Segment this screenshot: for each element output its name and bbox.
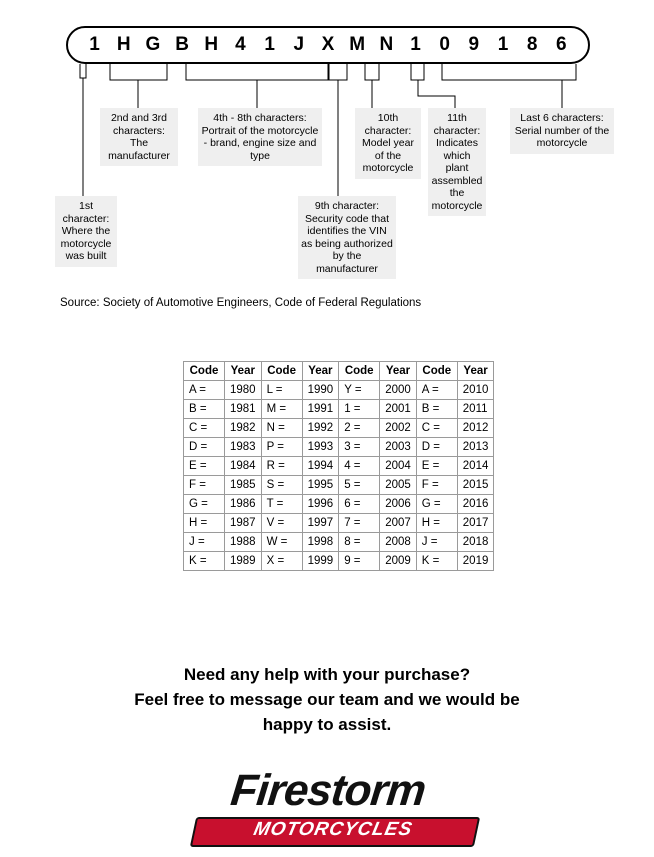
vin-char: H [204, 34, 219, 55]
year-cell: 1994 [302, 457, 339, 476]
callout-last-six-characters-text: Last 6 characters: Serial number of the motorcycle [514, 112, 610, 149]
vin-char: N [379, 34, 394, 55]
code-cell: P = [261, 438, 302, 457]
year-cell: 1985 [225, 476, 262, 495]
year-cell: 2010 [457, 381, 494, 400]
firestorm-logo-wordmark: Firestorm [228, 766, 428, 815]
year-cell: 1997 [302, 514, 339, 533]
year-cell: 2016 [457, 495, 494, 514]
code-cell: K = [184, 552, 225, 571]
year-cell: 2009 [380, 552, 417, 571]
table-row [184, 476, 494, 495]
code-cell: D = [184, 438, 225, 457]
code-cell: C = [184, 419, 225, 438]
year-cell: 2004 [380, 457, 417, 476]
vin-diagram [0, 0, 654, 309]
vin-char: 1 [264, 34, 275, 55]
code-cell: K = [416, 552, 457, 571]
column-header: Code [416, 362, 457, 381]
year-cell: 2008 [380, 533, 417, 552]
callout-ninth-character [298, 196, 396, 279]
code-cell: J = [184, 533, 225, 552]
code-cell: H = [184, 514, 225, 533]
year-cell: 2003 [380, 438, 417, 457]
year-cell: 1984 [225, 457, 262, 476]
vin-char: 1 [410, 34, 421, 55]
code-cell: X = [261, 552, 302, 571]
year-cell: 1990 [302, 381, 339, 400]
column-header: Code [339, 362, 380, 381]
vin-char: 0 [439, 34, 450, 55]
column-header: Year [302, 362, 339, 381]
code-cell: 5 = [339, 476, 380, 495]
year-code-table-wrapper [183, 361, 494, 571]
code-cell: T = [261, 495, 302, 514]
year-code-table-head [184, 362, 494, 381]
year-cell: 2011 [457, 400, 494, 419]
callout-eleventh-character [428, 108, 486, 216]
code-cell: H = [416, 514, 457, 533]
year-cell: 1987 [225, 514, 262, 533]
code-cell: 3 = [339, 438, 380, 457]
code-cell: 7 = [339, 514, 380, 533]
code-cell: 8 = [339, 533, 380, 552]
year-code-table-body [184, 381, 494, 571]
year-cell: 2012 [457, 419, 494, 438]
code-cell: A = [416, 381, 457, 400]
code-cell: L = [261, 381, 302, 400]
vin-char: 1 [497, 34, 509, 55]
year-cell: 1991 [302, 400, 339, 419]
table-row [184, 514, 494, 533]
table-row [184, 400, 494, 419]
year-cell: 1995 [302, 476, 339, 495]
code-cell: N = [261, 419, 302, 438]
code-cell: W = [261, 533, 302, 552]
year-cell: 2007 [380, 514, 417, 533]
code-cell: 1 = [339, 400, 380, 419]
help-message-line-1: Need any help with your purchase? [183, 665, 471, 684]
table-row [184, 552, 494, 571]
code-cell: E = [184, 457, 225, 476]
year-cell: 1982 [225, 419, 262, 438]
year-cell: 2005 [380, 476, 417, 495]
code-cell: F = [184, 476, 225, 495]
table-row [184, 495, 494, 514]
vin-char: G [145, 34, 161, 55]
source-note: Source: Society of Automotive Engineers, Code of Federal Regulations [60, 297, 422, 309]
vin-char: 9 [468, 34, 480, 55]
year-cell: 1996 [302, 495, 339, 514]
callout-tenth-character-text: 10th character: Model year of the motorcycle [362, 112, 414, 174]
vin-char: M [349, 34, 366, 55]
year-cell: 1998 [302, 533, 339, 552]
code-cell: A = [184, 381, 225, 400]
code-cell: S = [261, 476, 302, 495]
year-cell: 2015 [457, 476, 494, 495]
table-row [184, 457, 494, 476]
year-cell: 2006 [380, 495, 417, 514]
help-message [0, 662, 654, 737]
year-cell: 1981 [225, 400, 262, 419]
code-cell: 2 = [339, 419, 380, 438]
callout-first-character-text: 1st character: Where the motorcycle was built [60, 200, 112, 262]
vin-char: J [293, 34, 305, 55]
vin-char: 8 [526, 34, 538, 55]
code-cell: Y = [339, 381, 380, 400]
callout-ninth-character-text: 9th character: Security code that identifies the VIN as being authorized by the manufacturer [301, 200, 393, 275]
column-header: Code [261, 362, 302, 381]
callout-second-third-characters [100, 108, 178, 166]
code-cell: M = [261, 400, 302, 419]
code-cell: 9 = [339, 552, 380, 571]
code-cell: D = [416, 438, 457, 457]
help-message-line-3: happy to assist. [262, 715, 392, 734]
year-cell: 2019 [457, 552, 494, 571]
firestorm-logo [163, 763, 493, 847]
table-row [184, 438, 494, 457]
table-row [184, 381, 494, 400]
year-cell: 2018 [457, 533, 494, 552]
code-cell: F = [416, 476, 457, 495]
code-cell: C = [416, 419, 457, 438]
callout-fourth-eighth-characters [198, 108, 322, 166]
year-cell: 1989 [225, 552, 262, 571]
year-code-table [183, 361, 494, 571]
column-header: Year [457, 362, 494, 381]
code-cell: 6 = [339, 495, 380, 514]
firestorm-logo-subtitle: MOTORCYCLES [251, 819, 415, 840]
callout-tenth-character [355, 108, 421, 179]
callout-eleventh-character-text: 11th character: Indicates which plant assembled the motorcycle [431, 112, 483, 212]
code-cell: G = [184, 495, 225, 514]
year-cell: 2000 [380, 381, 417, 400]
code-cell: 4 = [339, 457, 380, 476]
code-cell: B = [416, 400, 457, 419]
column-header: Year [225, 362, 262, 381]
vin-char: H [116, 34, 131, 55]
year-cell: 1999 [302, 552, 339, 571]
vin-char: 6 [556, 34, 567, 55]
callout-fourth-eighth-characters-text: 4th - 8th characters: Portrait of the motorcycle - brand, engine size and type [201, 112, 319, 162]
code-cell: E = [416, 457, 457, 476]
code-cell: V = [261, 514, 302, 533]
code-cell: B = [184, 400, 225, 419]
year-cell: 2002 [380, 419, 417, 438]
year-cell: 1988 [225, 533, 262, 552]
code-cell: G = [416, 495, 457, 514]
column-header: Code [184, 362, 225, 381]
year-cell: 2014 [457, 457, 494, 476]
year-cell: 2001 [380, 400, 417, 419]
year-cell: 1980 [225, 381, 262, 400]
year-cell: 1986 [225, 495, 262, 514]
vin-char: 4 [235, 34, 246, 55]
code-cell: J = [416, 533, 457, 552]
table-row [184, 533, 494, 552]
year-cell: 1983 [225, 438, 262, 457]
year-cell: 2013 [457, 438, 494, 457]
callout-second-third-characters-text: 2nd and 3rd characters: The manufacturer [108, 112, 170, 162]
table-row [184, 419, 494, 438]
vin-char: 1 [89, 34, 100, 55]
help-message-line-2: Feel free to message our team and we would be [134, 690, 520, 709]
callout-last-six-characters [510, 108, 614, 154]
year-cell: 1993 [302, 438, 339, 457]
column-header: Year [380, 362, 417, 381]
vin-char: B [175, 34, 189, 55]
vin-char: X [321, 34, 335, 55]
year-cell: 2017 [457, 514, 494, 533]
callout-first-character [55, 196, 117, 267]
year-cell: 1992 [302, 419, 339, 438]
table-header-row [184, 362, 494, 381]
code-cell: R = [261, 457, 302, 476]
